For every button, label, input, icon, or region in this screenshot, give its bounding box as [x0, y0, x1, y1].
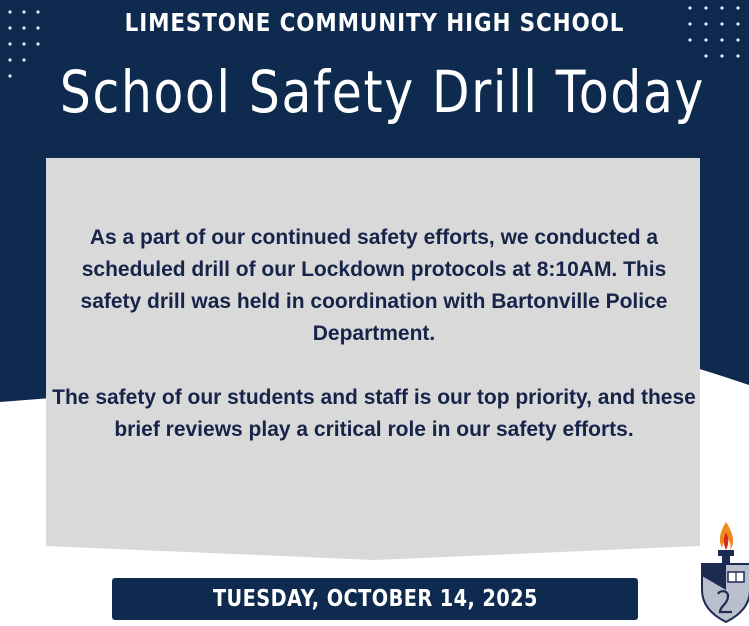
date-banner: [112, 578, 638, 620]
message-paragraph-2: The safety of our students and staff is our top priority, and these brief reviews play a critical role in our safety efforts.: [52, 386, 696, 441]
school-name: LIMESTONE COMMUNITY HIGH SCHOOL: [124, 8, 625, 37]
message-paragraph-1: As a part of our continued safety efforts, we conducted a scheduled drill of our Lockdown protocols at 8:10AM. This safety drill was held in coordination with Bartonville Police Department.: [80, 226, 668, 345]
page-title: School Safety Drill Today: [59, 58, 706, 126]
date-text: TUESDAY, OCTOBER 14, 2025: [212, 586, 538, 612]
message-body: [50, 222, 698, 446]
torch-shield-icon: [698, 520, 749, 624]
